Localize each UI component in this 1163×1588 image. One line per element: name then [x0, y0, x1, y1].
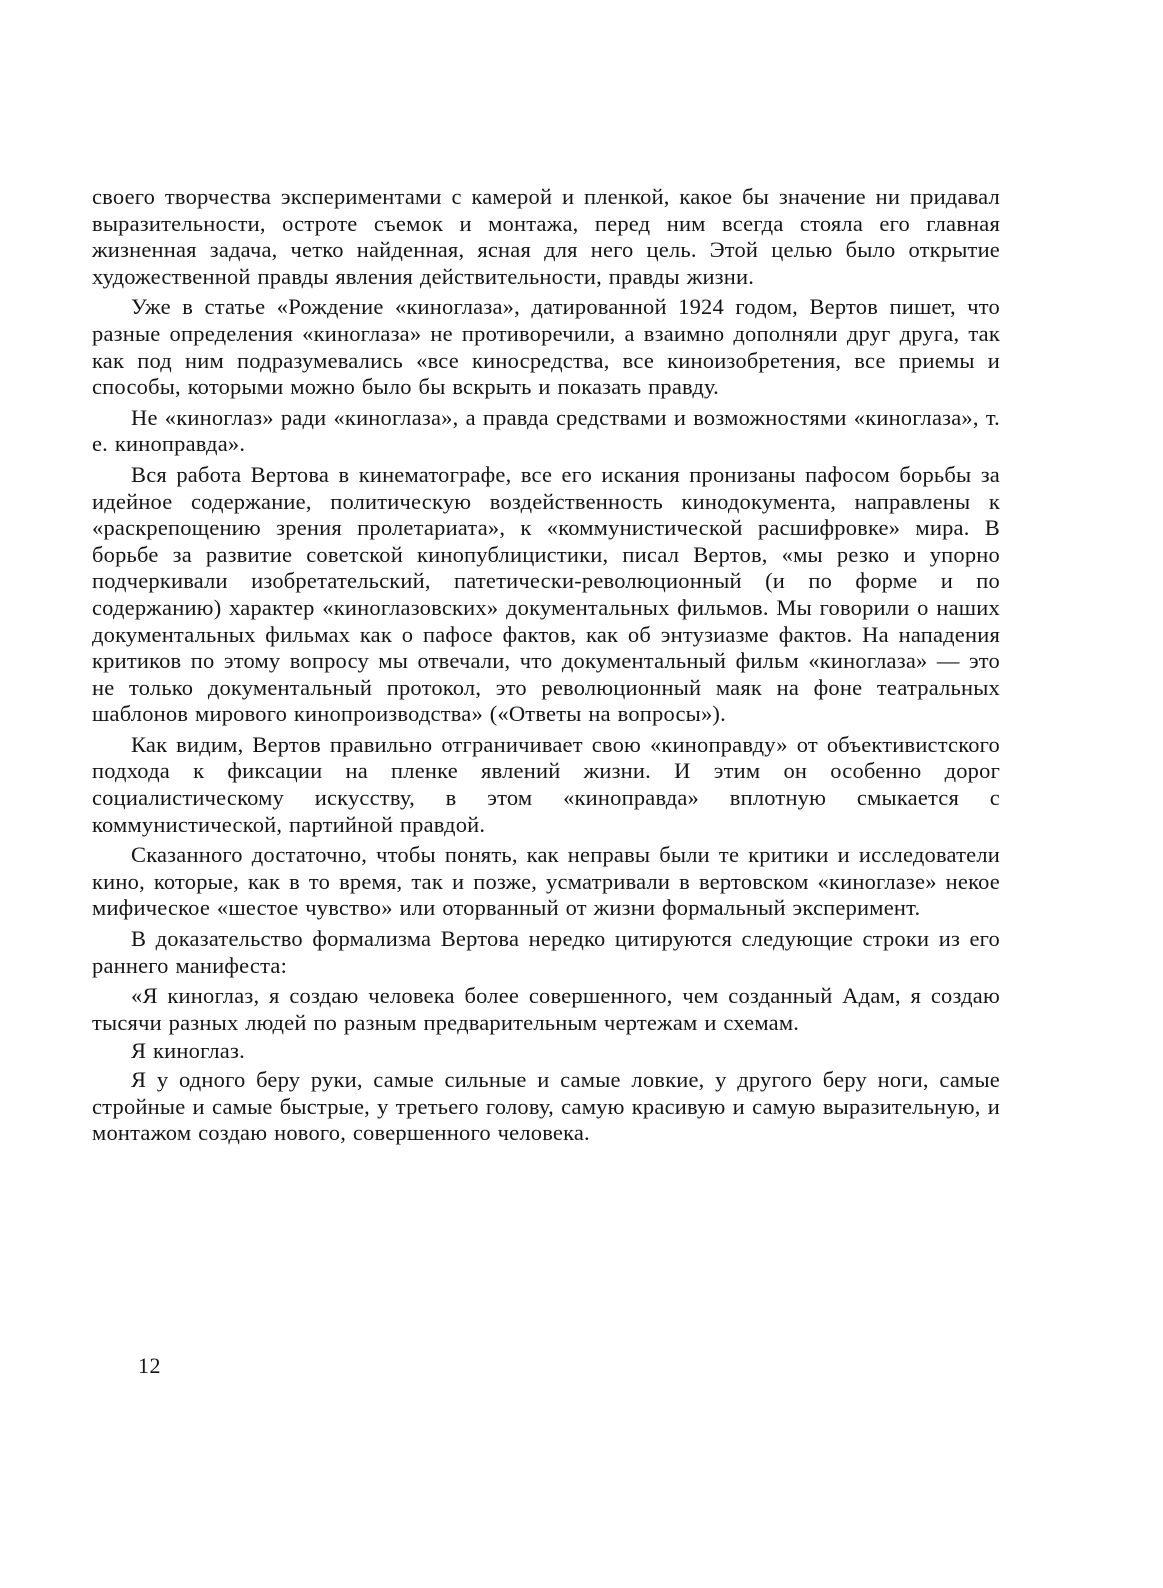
paragraph-formalism-evidence: В доказательство формализма Вертова нередко цитируются следующие строки из его раннего манифеста: — [92, 926, 1000, 978]
paragraph-as-we-see: Как видим, Вертов правильно отграничивает свою «киноправду» от объективистского подхода к фиксации на пленке явлений жизни. И этим он особенно дорог социалистическому искусству, в этом «киноправда» вплотную смыкается с коммунистической, партийной правдой. — [92, 731, 1000, 837]
quote-manifesto-1: «Я киноглаз, я создаю человека более совершенного, чем созданный Адам, я создаю тысячи разных людей по разным предварительным чертежам и схемам. — [92, 983, 1000, 1035]
paragraph-critics: Сказанного достаточно, чтобы понять, как неправы были те критики и исследователи кино, которые, как в то время, так и позже, усматривали в вертовском «киноглазе» некое мифическое «шестое чувство» или оторванный от жизни формальный эксперимент. — [92, 842, 1000, 921]
paragraph-kinopravda: Не «киноглаз» ради «киноглаза», а правда средствами и возможностями «киноглаза», т. е. киноправда». — [92, 404, 1000, 457]
paragraph-birth-of-kinoglaz: Уже в статье «Рождение «киноглаза», датированной 1924 годом, Вертов пишет, что разные определения «киноглаза» не противоречили, а взаимно дополняли друг друга, так как под ним подразумевались «все киносредства, все киноизобретения, все приемы и способы, которыми можно было бы вскрыть и показать правду. — [92, 294, 1000, 400]
paragraph-continuation: своего творчества экспериментами с камерой и пленкой, какое бы значение ни придавал выразительности, остроте съемок и монтажа, перед ним всегда стояла его главная жизненная задача, четко найденная, ясная для него цель. Этой целью было открытие художественной правды явления действительности, правды жизни. — [92, 184, 1000, 289]
paragraph-vertov-work: Вся работа Вертова в кинематографе, все его искания пронизаны пафосом борьбы за идейное содержание, политическую воздейственность кинодокумента, направлены к «раскрепощению зрения пролетариата», к «коммунистической расшифровке» мира. В борьбе за развитие советской кинопублицистики, писал Вертов, «мы резко и упорно подчеркивали изобретательский, патетически-революционный (и по форме и по содержанию) характер «киноглазовских» документальных фильмов. Мы говорили о наших документальных фильмах как о пафосе фактов, как об энтузиазме фактов. На нападения критиков по этому вопросу мы отвечали, что документальный фильм «киноглаза» — это не только документальный протокол, это революционный маяк на фоне театральных шаблонов мирового кинопроизводства» («Ответы на вопросы»). — [92, 461, 1000, 727]
quote-manifesto-2: Я киноглаз. — [131, 1038, 245, 1064]
body-text — [92, 184, 1000, 1149]
quote-manifesto-3: Я у одного беру руки, самые сильные и самые ловкие, у другого беру ноги, самые стройные и самые быстрые, у третьего голову, самую красивую и самую выразительную, и монтажом создаю нового, совершенного человека. — [92, 1067, 1000, 1146]
page-number: 12 — [138, 1353, 161, 1378]
